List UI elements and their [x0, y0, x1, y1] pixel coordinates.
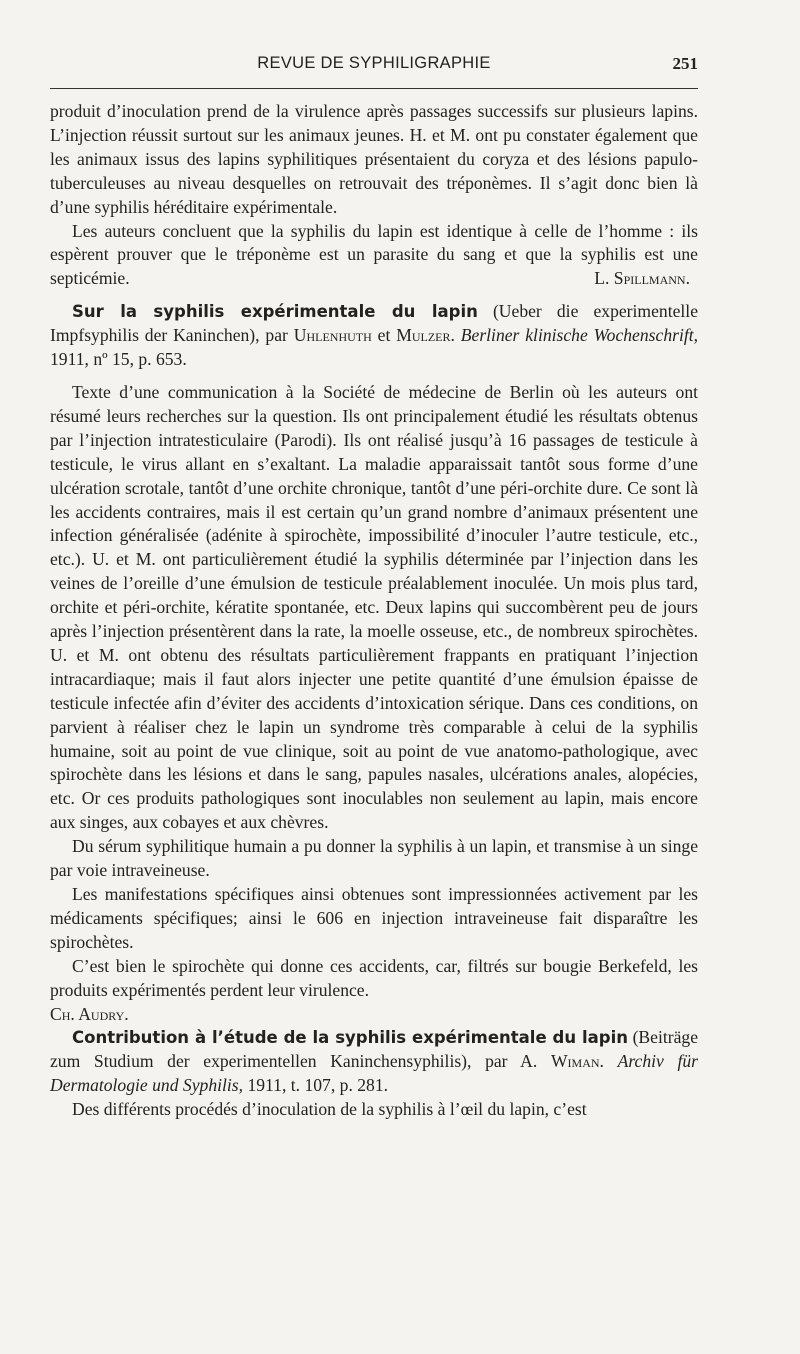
spacer: [50, 291, 698, 300]
article3-heading: [50, 1026, 698, 1098]
article3-title: Contribution à l’étude de la syphilis expérimentale du lapin: [72, 1028, 628, 1048]
article1-paragraph-2-text: Les auteurs concluent que la syphilis du lapin est identique à celle de l’homme : ils espèrent prouver que le tréponème est un parasite du sang et que la syphilis est une septicémie.: [50, 220, 698, 289]
journal-title: REVUE DE SYPHILIGRAPHIE: [257, 54, 491, 72]
article3-author: Wiman.: [550, 1051, 604, 1072]
article2-paragraph-1: Texte d’une communication à la Société de médecine de Berlin où les auteurs ont résumé leurs recherches sur la question. Ils ont principalement étudié les résultats obtenus par l’injection intratesticulaire (Parodi). Ils ont réalisé jusqu’à 16 passages de testicule à testicule, le virus allant en s’exaltant. La maladie apparaissait tantôt sous forme d’une ulcération scrotale, tantôt d’une orchite chronique, tantôt d’une péri-orchite dure. Ce sont là les accidents contraires, mais il est certain qu’un grand nombre d’animaux présentent une infection généralisée (adénite à spirochète, impossibilité d’inoculer l’autre testicule, etc., etc.). U. et M. ont particulièrement étudié la syphilis déterminée par l’injection dans les veines de l’oreille d’une émulsion de testicule préalablement inoculée. Un mois plus tard, orchite et péri-orchite, kératite spontanée, etc. Deux lapins qui succombèrent peu de jours après l’injection présentèrent dans la rate, la moelle osseuse, etc., de nombreux spirochètes. U. et M. ont obtenu des résultats particulièrement frappants en pratiquant l’injection intracardiaque; mais il faut alors injecter une petite quantité d’une émulsion épaisse de testicule infectée afin d’éviter des accidents d’intoxication sérique. Dans ces conditions, on parvient à réaliser chez le lapin un syndrome très comparable à celui de la syphilis humaine, soit au point de vue clinique, soit au point de vue anatomo-pathologique, avec spirochète dans les lésions et dans le sang, papules nasales, ulcérations anales, alopécies, etc. Or ces produits pathologiques sont inoculables non seulement au lapin, mais encore aux singes, aux cobayes et aux chèvres.: [50, 381, 698, 833]
article2-paragraph-3: Les manifestations spécifiques ainsi obtenues sont impressionnées activement par les médicaments spécifiques; ainsi le 606 en injection intraveineuse fait disparaître les spirochètes.: [50, 884, 698, 952]
article2-author-2: Mulzer.: [396, 325, 455, 346]
article3-subtitle: (Beiträge zum Studium der experimentellen Kaninchensyphilis), par A.: [50, 1027, 699, 1072]
article1-paragraph-2: [50, 220, 698, 292]
article3-citation: 1911, t. 107, p. 281.: [247, 1075, 389, 1096]
article2-subtitle: (Ueber die experimentelle Impfsyphilis der Kaninchen), par: [50, 301, 698, 346]
header-rule: [50, 88, 698, 89]
page-body: [50, 100, 698, 1122]
article2-author-1: Uhlenhuth: [293, 325, 372, 346]
article2-paragraph-4: C’est bien le spirochète qui donne ces accidents, car, filtrés sur bougie Berkefeld, les produits expérimentés perdent leur virulence.: [50, 955, 698, 1000]
spacer: [50, 372, 698, 381]
article2-citation: 1911, nº 15, p. 653.: [50, 349, 187, 370]
page-number: 251: [672, 54, 698, 73]
article2-conj: et: [377, 325, 391, 346]
running-header: [50, 54, 698, 76]
article2-title: Sur la syphilis expérimentale du lapin: [72, 302, 478, 322]
article3-journal: Archiv für Dermatologie und Syphilis,: [50, 1051, 698, 1096]
article1-signature: L. Spillmann.: [594, 268, 690, 289]
article2-signature: Ch. Audry.: [50, 1003, 129, 1024]
article2-paragraph-2: Du sérum syphilitique humain a pu donner la syphilis à un lapin, et transmise à un singe par voie intraveineuse.: [50, 836, 698, 881]
article2-heading: [50, 300, 698, 372]
article2-journal: Berliner klinische Wochenschrift,: [460, 325, 699, 346]
article3-paragraph-1: Des différents procédés d’inoculation de la syphilis à l’œil du lapin, c’est: [72, 1099, 587, 1120]
article1-paragraph-1: produit d’inoculation prend de la virulence après passages successifs sur plusieurs lapins. L’injection réussit surtout sur les animaux jeunes. H. et M. ont pu constater également que les animaux issus des lapins syphilitiques présentaient du coryza et des lésions papulo-tuberculeuses au niveau desquelles on retrouvait des tréponèmes. Il s’agit donc bien là d’une syphilis héréditaire expérimentale.: [50, 101, 698, 217]
